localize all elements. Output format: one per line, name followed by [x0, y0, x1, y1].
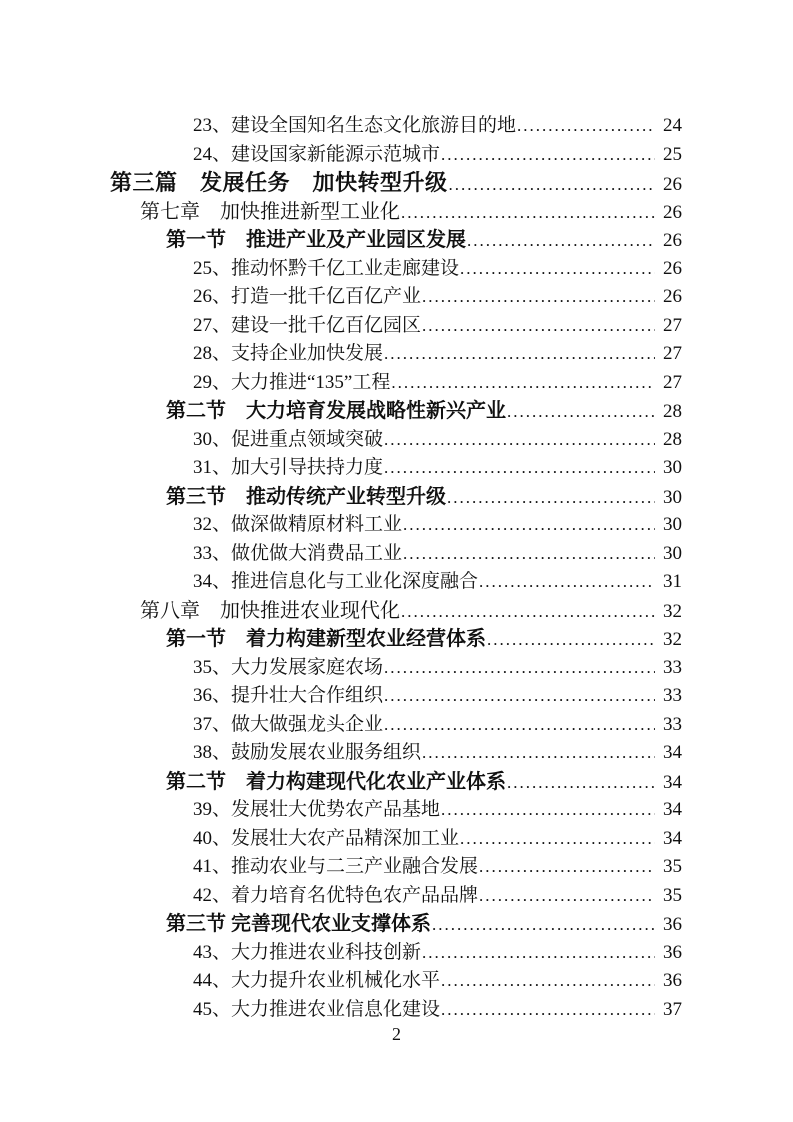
toc-entry	[110, 682, 682, 711]
toc-entry-title: 43、大力推进农业科技创新	[193, 941, 422, 963]
dot-leader	[449, 171, 655, 201]
toc-entry-page: 25	[663, 143, 682, 165]
toc-entry-page: 26	[663, 230, 682, 251]
dot-leader	[479, 853, 655, 883]
toc-entry	[110, 825, 682, 854]
toc-entry-title: 42、着力培育名优特色农产品品牌	[193, 884, 479, 906]
dot-leader	[441, 141, 655, 171]
dot-leader	[384, 340, 655, 370]
toc-entry-page: 37	[663, 998, 682, 1020]
toc-entry-title: 36、提升壮大合作组织	[193, 685, 384, 706]
toc-entry-page: 32	[663, 600, 682, 622]
toc-entry-page: 27	[663, 314, 682, 336]
toc-entry-page: 36	[663, 941, 682, 963]
toc-entry-title: 第一节 推进产业及产业园区发展	[166, 229, 466, 251]
dot-leader	[479, 568, 655, 598]
toc-entry	[110, 882, 682, 911]
dot-leader	[441, 996, 655, 1026]
toc-entry-page: 27	[663, 343, 682, 364]
toc-entry-page: 30	[663, 457, 682, 478]
dot-leader	[384, 711, 655, 741]
toc-entry	[110, 511, 682, 540]
toc-entry-page: 26	[663, 286, 682, 307]
toc-entry-page: 26	[663, 257, 682, 279]
dot-leader	[517, 112, 655, 142]
toc-entry-page: 33	[663, 713, 682, 735]
toc-entry-title: 第三篇 发展任务 加快转型升级	[110, 170, 448, 195]
toc-entry	[110, 169, 682, 198]
dot-leader	[384, 454, 655, 484]
toc-entry	[110, 255, 682, 284]
toc-entry	[110, 369, 682, 398]
dot-leader	[384, 426, 655, 456]
toc-entry-title: 27、建设一批千亿百亿园区	[193, 314, 422, 336]
toc-entry-page: 31	[663, 571, 682, 592]
toc-entry	[110, 967, 682, 996]
toc-entry-page: 35	[663, 884, 682, 906]
toc-entry-title: 44、大力提升农业机械化水平	[193, 970, 441, 991]
toc-entry	[110, 996, 682, 1025]
toc-entry-title: 33、做优做大消费品工业	[193, 542, 403, 564]
toc-entry-title: 40、发展壮大农产品精深加工业	[193, 827, 460, 849]
toc-entry-title: 32、做深做精原材料工业	[193, 514, 403, 535]
toc-entry-title: 29、大力推进“135”工程	[193, 371, 391, 393]
dot-leader	[422, 939, 655, 969]
dot-leader	[479, 882, 655, 912]
toc-entry	[110, 711, 682, 740]
toc-entry	[110, 112, 682, 141]
toc-entry-page: 33	[663, 656, 682, 678]
toc-entry-title: 30、促进重点领域突破	[193, 428, 384, 450]
toc-entry-page: 30	[663, 486, 682, 508]
toc-entry-page: 26	[663, 201, 682, 223]
dot-leader	[467, 227, 655, 257]
toc-entry	[110, 283, 682, 312]
toc-entry-title: 34、推进信息化与工业化深度融合	[193, 571, 479, 592]
toc-entry-title: 45、大力推进农业信息化建设	[193, 998, 441, 1020]
page-number-footer: 2	[392, 1024, 401, 1044]
toc-entry-title: 25、推动怀黔千亿工业走廊建设	[193, 257, 460, 279]
dot-leader	[403, 511, 655, 541]
toc-entry-page: 30	[663, 514, 682, 535]
toc-entry-title: 28、支持企业加快发展	[193, 343, 384, 364]
dot-leader	[422, 739, 655, 769]
toc-entry-page: 30	[663, 542, 682, 564]
toc-entry-page: 35	[663, 856, 682, 877]
dot-leader	[487, 626, 655, 656]
toc-entry-title: 第二节 大力培育发展战略性新兴产业	[166, 400, 506, 422]
toc-entry-page: 26	[663, 174, 682, 195]
dot-leader	[507, 769, 655, 799]
dot-leader	[391, 369, 655, 399]
toc-entry-title: 31、加大引导扶持力度	[193, 457, 384, 478]
toc-entry-page: 34	[663, 771, 682, 793]
toc-entry-title: 35、大力发展家庭农场	[193, 656, 384, 678]
toc-entry-page: 32	[663, 629, 682, 650]
toc-entry	[110, 454, 682, 483]
dot-leader	[422, 312, 655, 342]
toc-entry-title: 41、推动农业与二三产业融合发展	[193, 856, 479, 877]
toc-entry-page: 34	[663, 827, 682, 849]
toc-entry-title: 第二节 着力构建现代化农业产业体系	[166, 770, 506, 793]
toc-entry	[110, 796, 682, 825]
toc-entry	[110, 910, 682, 939]
toc-entry-page: 36	[663, 970, 682, 991]
toc-entry-title: 38、鼓励发展农业服务组织	[193, 742, 422, 763]
toc-entry-page: 33	[663, 685, 682, 706]
toc-entry	[110, 198, 682, 227]
toc-entry	[110, 483, 682, 512]
toc-entry	[110, 141, 682, 170]
toc-entry-title: 26、打造一批千亿百亿产业	[193, 286, 422, 307]
toc-entry-page: 36	[663, 914, 682, 935]
toc-entry-title: 第三节 完善现代农业支撑体系	[166, 913, 431, 935]
toc-entry	[110, 768, 682, 797]
toc-entry-page: 27	[663, 371, 682, 393]
toc-entry	[110, 426, 682, 455]
toc-entry-page: 24	[663, 115, 682, 136]
toc-entry	[110, 597, 682, 626]
toc-entry	[110, 568, 682, 597]
toc-entry-title: 第三节 推动传统产业转型升级	[166, 485, 446, 508]
toc-entry	[110, 312, 682, 341]
dot-leader	[460, 255, 655, 285]
toc-entry	[110, 625, 682, 654]
toc-entry-title: 37、做大做强龙头企业	[193, 713, 384, 735]
dot-leader	[401, 199, 655, 229]
toc-entry-title: 39、发展壮大优势农产品基地	[193, 799, 441, 820]
toc-entry-page: 28	[663, 428, 682, 450]
toc-entry-title: 24、建设国家新能源示范城市	[193, 143, 441, 165]
dot-leader	[441, 967, 655, 997]
dot-leader	[507, 398, 655, 428]
toc-entry	[110, 397, 682, 426]
dot-leader	[432, 911, 655, 941]
dot-leader	[447, 484, 655, 514]
toc-entry-title: 第七章 加快推进新型工业化	[140, 200, 400, 223]
dot-leader	[384, 654, 655, 684]
toc-entry	[110, 226, 682, 255]
toc-entry-title: 第八章 加快推进农业现代化	[140, 599, 400, 622]
toc-entry	[110, 739, 682, 768]
dot-leader	[422, 283, 655, 313]
dot-leader	[441, 796, 655, 826]
toc-entry-page: 28	[663, 401, 682, 422]
toc-list	[110, 112, 682, 1024]
toc-entry-page: 34	[663, 742, 682, 763]
dot-leader	[460, 825, 655, 855]
dot-leader	[401, 598, 655, 628]
toc-entry	[110, 654, 682, 683]
toc-entry	[110, 340, 682, 369]
toc-entry-page: 34	[663, 799, 682, 820]
toc-entry-title: 第一节 着力构建新型农业经营体系	[166, 628, 486, 650]
toc-entry-title: 23、建设全国知名生态文化旅游目的地	[193, 115, 517, 136]
toc-entry	[110, 540, 682, 569]
toc-entry	[110, 939, 682, 968]
toc-entry	[110, 853, 682, 882]
dot-leader	[384, 682, 655, 712]
dot-leader	[403, 540, 655, 570]
